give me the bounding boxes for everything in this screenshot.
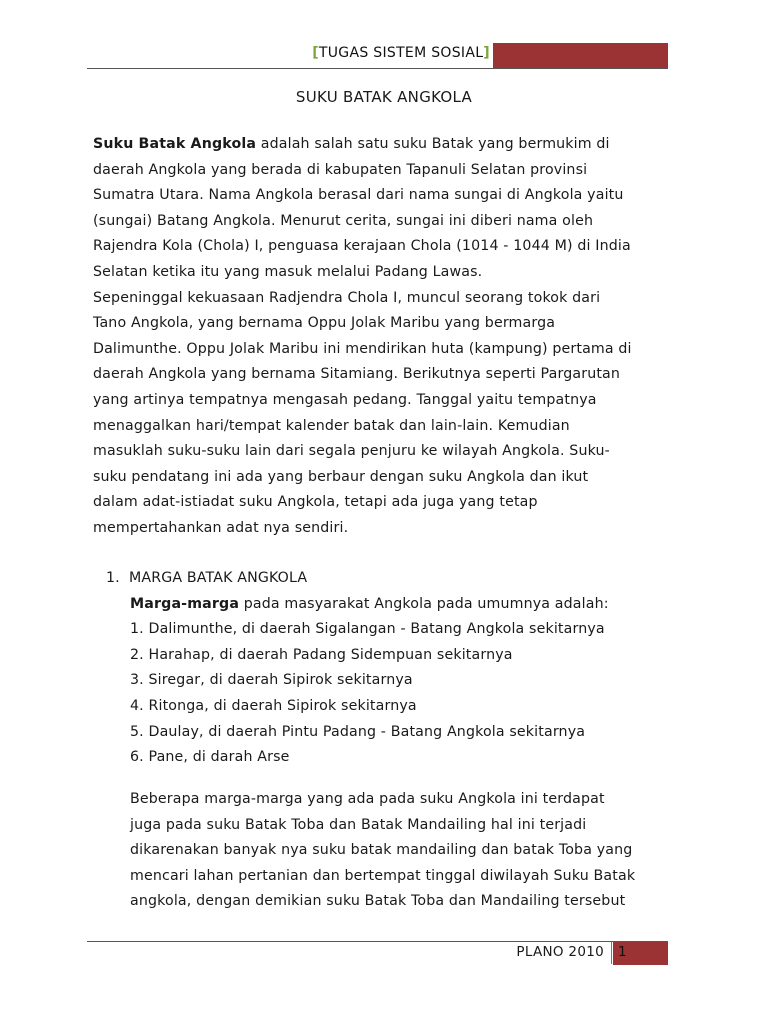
marga-paragraph-line: Beberapa marga-marga yang ada pada suku Angkola ini terdapat bbox=[130, 791, 605, 807]
marga-item: 5. Daulay, di daerah Pintu Padang - Batang Angkola sekitarnya bbox=[130, 723, 586, 740]
intro-paragraph bbox=[93, 132, 673, 542]
marga-paragraph-line: angkola, dengan demikian suku Batak Toba dan Mandailing tersebut bbox=[130, 893, 626, 910]
running-header bbox=[240, 45, 490, 61]
marga-paragraph-line: dikarenakan banyak nya suku batak mandailing dan batak Toba yang bbox=[130, 842, 633, 859]
header-accent-bar bbox=[493, 43, 668, 68]
intro-line bbox=[93, 132, 673, 158]
marga-item: 2. Harahap, di daerah Padang Sidempuan sekitarnya bbox=[130, 646, 513, 663]
section-heading-text: MARGA BATAK ANGKOLA bbox=[129, 570, 308, 586]
footer-label: PLANO 2010 bbox=[516, 944, 604, 960]
marga-item: 1. Dalimunthe, di daerah Sigalangan - Batang Angkola sekitarnya bbox=[130, 621, 605, 638]
intro-line: suku pendatang ini ada yang berbaur dengan suku Angkola dan ikut bbox=[93, 468, 589, 485]
intro-line: dalam adat-istiadat suku Angkola, tetapi ada juga yang tetap bbox=[93, 494, 538, 511]
marga-item: 6. Pane, di darah Arse bbox=[130, 749, 290, 766]
section-heading bbox=[106, 566, 686, 592]
intro-line: daerah Angkola yang berada di kabupaten Tapanuli Selatan provinsi bbox=[93, 161, 588, 178]
marga-paragraph bbox=[130, 787, 690, 915]
intro-line: masuklah suku-suku lain dari segala penjuru ke wilayah Angkola. Suku- bbox=[93, 443, 610, 460]
intro-line: (sungai) Batang Angkola. Menurut cerita, sungai ini diberi nama oleh bbox=[93, 212, 594, 229]
footer-rule bbox=[87, 941, 668, 942]
header-bracket-open: [ bbox=[312, 45, 319, 61]
intro-line: menaggalkan hari/tempat kalender batak dan lain-lain. Kemudian bbox=[93, 417, 570, 434]
header-bracket-close: ] bbox=[483, 45, 490, 61]
marga-item: 4. Ritonga, di daerah Sipirok sekitarnya bbox=[130, 697, 417, 714]
marga-item: 3. Siregar, di daerah Sipirok sekitarnya bbox=[130, 672, 413, 689]
intro-line: yang artinya tempatnya mengasah pedang. Tanggal yaitu tempatnya bbox=[93, 391, 597, 408]
marga-lead bbox=[106, 592, 686, 618]
intro-bold-lead: Suku Batak Angkola bbox=[93, 136, 257, 152]
intro-line: Sumatra Utara. Nama Angkola berasal dari nama sungai di Angkola yaitu bbox=[93, 187, 624, 204]
intro-line: Selatan ketika itu yang masuk melalui Padang Lawas. bbox=[93, 263, 483, 280]
header-title: TUGAS SISTEM SOSIAL bbox=[318, 45, 484, 61]
page-number: 1 bbox=[618, 944, 627, 960]
footer-divider bbox=[611, 942, 612, 964]
document-title: SUKU BATAK ANGKOLA bbox=[295, 88, 473, 106]
intro-line: Rajendra Kola (Chola) I, penguasa kerajaan Chola (1014 - 1044 M) di India bbox=[93, 238, 631, 255]
intro-line: Tano Angkola, yang bernama Oppu Jolak Maribu yang bermarga bbox=[93, 315, 556, 332]
marga-paragraph-line: mencari lahan pertanian dan bertempat tinggal diwilayah Suku Batak bbox=[130, 867, 636, 884]
intro-line: Dalimunthe. Oppu Jolak Maribu ini mendirikan huta (kampung) pertama di bbox=[93, 340, 632, 357]
intro-line-rest: adalah salah satu suku Batak yang bermukim di bbox=[256, 136, 610, 152]
section-number: 1. bbox=[106, 570, 120, 586]
header-rule bbox=[87, 68, 668, 69]
marga-paragraph-line: juga pada suku Batak Toba dan Batak Mandailing hal ini terjadi bbox=[130, 816, 587, 833]
intro-line: Sepeninggal kekuasaan Radjendra Chola I, muncul seorang tokok dari bbox=[93, 289, 601, 306]
section-marga bbox=[106, 566, 686, 771]
marga-lead-rest: pada masyarakat Angkola pada umumnya adalah: bbox=[239, 595, 609, 612]
intro-line: daerah Angkola yang bernama Sitamiang. Berikutnya seperti Pargarutan bbox=[93, 366, 621, 383]
marga-lead-bold: Marga-marga bbox=[130, 595, 240, 612]
intro-line: mempertahankan adat nya sendiri. bbox=[93, 519, 349, 536]
